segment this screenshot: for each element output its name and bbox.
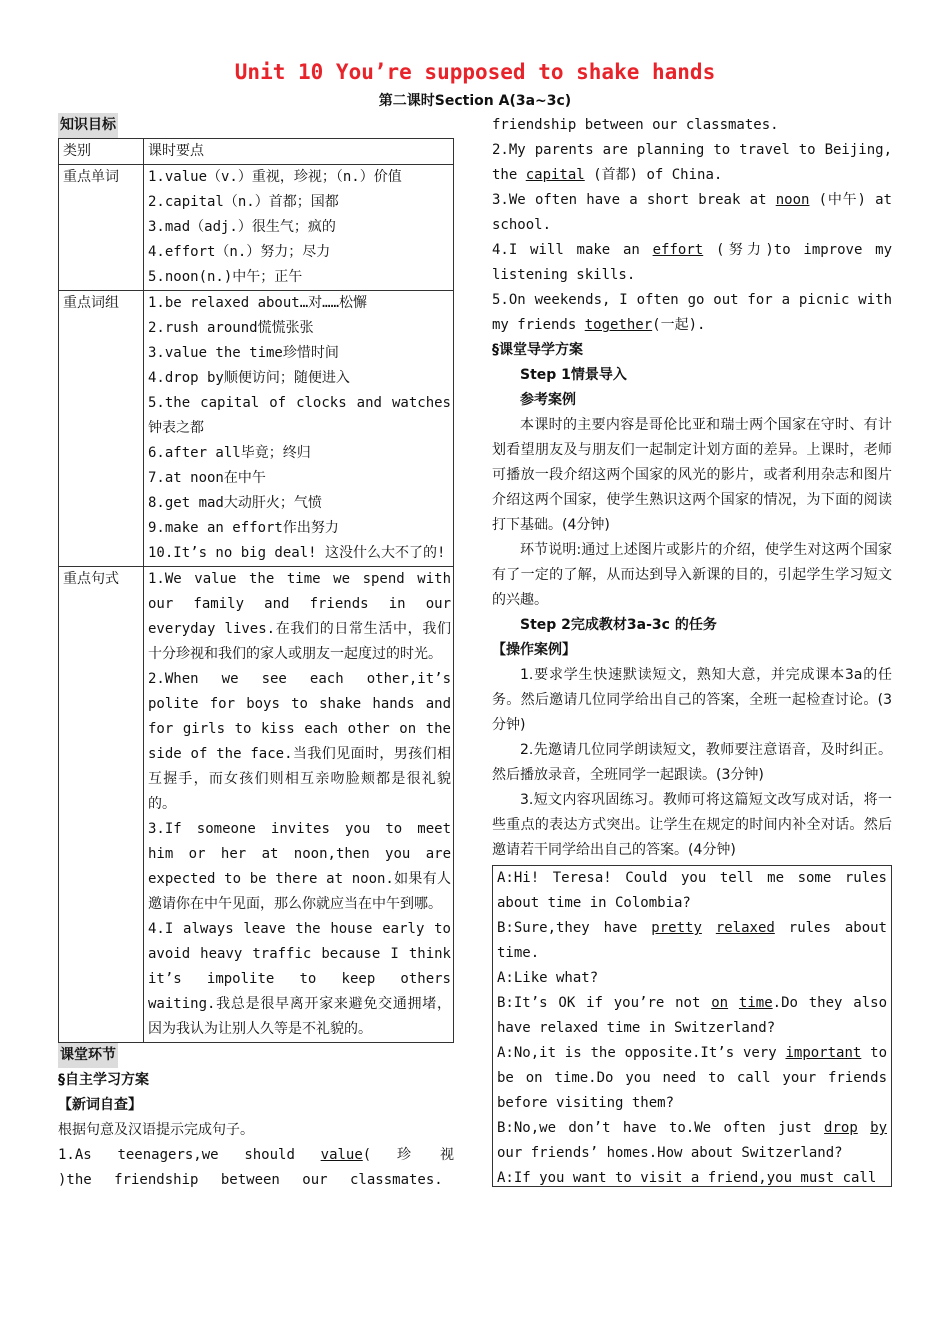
row-items: [144, 567, 454, 1043]
op-case-heading: 【操作案例】: [492, 642, 576, 658]
step2-heading: Step 2完成教材3a-3c 的任务: [520, 617, 717, 633]
exercise-item: 1.As teenagers,we should value( 珍 视 )the friendship between our classmates.: [58, 1147, 454, 1188]
dialogue-line: A:Hi! Teresa! Could you tell me some rules about time in Colombia?: [497, 870, 887, 911]
page-title: Unit 10 You’re supposed to shake hands: [234, 60, 716, 84]
row-category: 重点单词: [59, 165, 144, 291]
list-item: 5.noon(n.)中午；正午: [148, 269, 303, 285]
list-item: 9.make an effort作出努力: [148, 520, 339, 536]
exercise-item: 2.My parents are planning to travel to Beijing, the capital (首都) of China.: [492, 142, 892, 183]
list-item: 4.effort（n.）努力；尽力: [148, 244, 331, 260]
paragraph: 环节说明:通过上述图片或影片的介绍，使学生对这两个国家有了一定的了解，从而达到导入新课的目的，引起学生学习短文的兴趣。: [492, 542, 892, 608]
table-row: [59, 165, 454, 291]
dialogue-line: A:Like what?: [497, 970, 599, 986]
left-column: [58, 113, 454, 1193]
right-column: [492, 113, 892, 1187]
row-category: 重点词组: [59, 291, 144, 567]
table-row: [59, 567, 454, 1043]
list-item: 2.When we see each other,it’s polite for boys to shake hands and for girls to kiss each other on the side of the face.当我们见面时，男孩们相互握手，而女孩们则相互亲吻脸颊都是很礼貌的。: [148, 671, 451, 812]
list-item: 1.We value the time we spend with our family and friends in our everyday lives.在我们的日常生活中，我们十分珍视和我们的家人或朋友一起度过的时光。: [148, 571, 451, 662]
list-item: 1.value（v.）重视，珍视；（n.）价值: [148, 169, 402, 185]
list-item: 4.I always leave the house early to avoid heavy traffic because I think it’s impolite to keep others waiting.我总是很早离开家来避免交通拥堵，因为我认为让别人久等是不礼貌的。: [148, 921, 451, 1037]
dialogue-line: A:No,it is the opposite.It’s very important to be on time.Do you need to call your friends before visiting them?: [497, 1045, 887, 1111]
list-item: 4.drop by顺便访问；随便进入: [148, 370, 350, 386]
guide-heading: §课堂导学方案: [492, 342, 583, 358]
new-words-heading: 【新词自查】: [58, 1097, 142, 1113]
page-subtitle: 第二课时Section A(3a~3c): [378, 93, 572, 109]
row-items: [144, 165, 454, 291]
list-item: 3.If someone invites you to meet him or her at noon,then you are expected to be there at noon.如果有人邀请你在中午见面，那么你就应当在中午到哪。: [148, 821, 451, 912]
instruction-text: 根据句意及汉语提示完成句子。: [58, 1122, 254, 1138]
list-item: 7.at noon在中午: [148, 470, 266, 486]
dialogue-line: A:If you want to visit a friend,you must call: [497, 1170, 877, 1186]
table-row: [59, 291, 454, 567]
table-header-row: [59, 139, 454, 165]
list-item: 3.mad（adj.）很生气；疯的: [148, 219, 336, 235]
exercise-item: 5.On weekends, I often go out for a picnic with my friends together(一起).: [492, 292, 892, 333]
list-item: 1.be relaxed about…对……松懈: [148, 295, 368, 311]
dialogue-line: B:It’s OK if you’re not on time.Do they also have relaxed time in Switzerland?: [497, 995, 887, 1036]
list-item: 2.rush around慌慌张张: [148, 320, 314, 336]
exercise-item-1-end: friendship between our classmates.: [492, 117, 779, 133]
self-study-heading: §自主学习方案: [58, 1072, 149, 1088]
paragraph: 3.短文内容巩固练习。教师可将这篇短文改写成对话，将一些重点的表达方式突出。让学生在规定的时间内补全对话。然后邀请若干同学给出自己的答案。(4分钟): [492, 792, 892, 858]
paragraph: 本课时的主要内容是哥伦比亚和瑞士两个国家在守时、有计划看望朋友及与朋友们一起制定计划方面的差异。上课时，老师可播放一段介绍这两个国家的风光的影片，或者利用杂志和图片介绍这两个国家，使学生熟识这两个国家的情况，为下面的阅读打下基础。(4分钟): [492, 417, 892, 533]
list-item: 2.capital（n.）首都；国都: [148, 194, 339, 210]
dialogue-line: B:No,we don’t have to.We often just drop by our friends’ homes.How about Switzerland?: [497, 1120, 887, 1161]
knowledge-heading: 知识目标: [58, 113, 454, 138]
list-item: 8.get mad大动肝火；气愤: [148, 495, 322, 511]
header-category: 类别: [59, 139, 144, 165]
list-item: 3.value the time珍惜时间: [148, 345, 339, 361]
list-item: 5.the capital of clocks and watches 钟表之都: [148, 395, 451, 436]
step1-heading: Step 1情景导入: [520, 367, 627, 383]
dialogue-line: B:Sure,they have pretty relaxed rules about time.: [497, 920, 887, 961]
dialogue-box: [492, 865, 892, 1187]
list-item: 6.after all毕竟；终归: [148, 445, 311, 461]
list-item: 10.It’s no big deal! 这没什么大不了的!: [148, 545, 446, 561]
paragraph: 1.要求学生快速默读短文，熟知大意，并完成课本3a的任务。然后邀请几位同学给出自己的答案，全班一起检查讨论。(3分钟): [492, 667, 892, 733]
exercise-item: 3.We often have a short break at noon (中午) at school.: [492, 192, 892, 233]
paragraph: 2.先邀请几位同学朗读短文，教师要注意语音，及时纠正。然后播放录音，全班同学一起跟读。(3分钟): [492, 742, 892, 783]
row-category: 重点句式: [59, 567, 144, 1043]
knowledge-table: [58, 138, 454, 1043]
ref-case-heading: 参考案例: [520, 392, 576, 408]
header-points: 课时要点: [144, 139, 454, 165]
exercise-item: 4.I will make an effort (努力)to improve my listening skills.: [492, 242, 893, 283]
classroom-heading: 课堂环节: [58, 1043, 454, 1068]
row-items: [144, 291, 454, 567]
